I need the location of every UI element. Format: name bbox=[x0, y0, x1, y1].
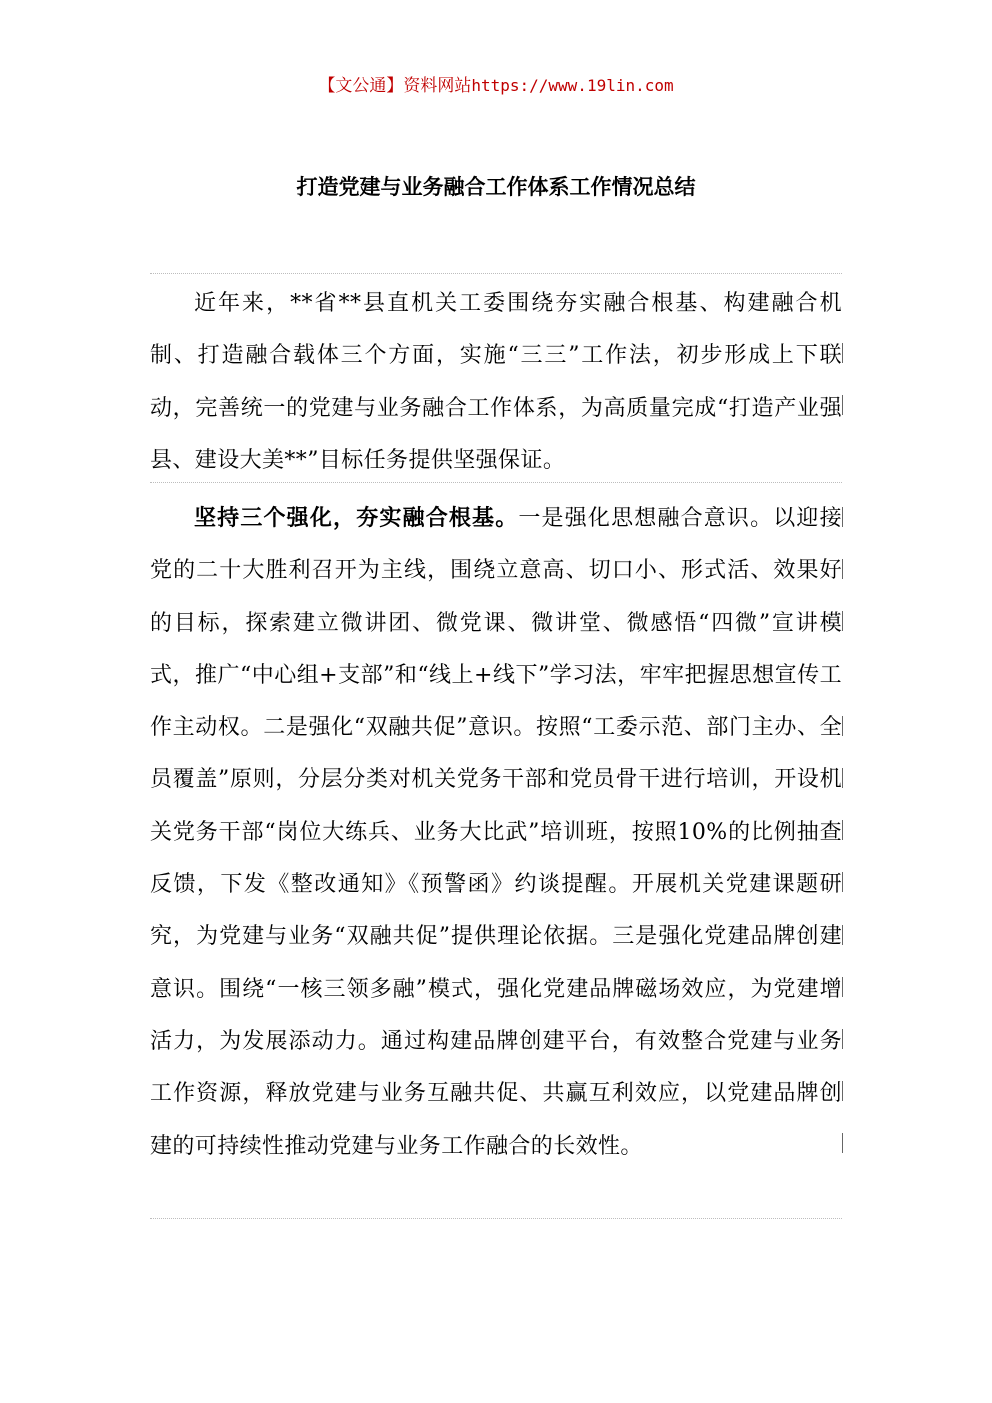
site-brand-text: 【文公通】资料网站 bbox=[318, 76, 472, 96]
site-url-link[interactable]: https://www.19lin.com bbox=[471, 76, 674, 95]
margin-tick bbox=[842, 507, 843, 527]
margin-tick bbox=[842, 395, 843, 415]
paragraph-section-1-text: 一是强化思想融合意识。以迎接党的二十大胜利召开为主线，围绕立意高、切口小、形式活、效果好的目标，探索建立微讲团、微党课、微讲堂、微感悟“四微”宣讲模式，推广“中心组+支部”和“线上+线下”学习法，牢牢把握思想宣传工作主动权。二是强化“双融共促”意识。按照“工委示范、部门主办、全员覆盖”原则，分层分类对机关党务干部和党员骨干进行培训，开设机关党务干部“岗位大练兵、业务大比武”培训班，按照10%的比例抽查反馈，下发《整改通知》《预警函》约谈提醒。开展机关党建课题研究，为党建与业务“双融共促”提供理论依据。三是强化党建品牌创建意识。围绕“一核三领多融”模式，强化党建品牌磁场效应，为党建增活力，为发展添动力。通过构建品牌创建平台，有效整合党建与业务工作资源，释放党建与业务互融共促、共赢互利效应，以党建品牌创建的可持续性推动党建与业务工作融合的长效性。 bbox=[150, 506, 842, 1159]
margin-tick bbox=[842, 1133, 843, 1153]
margin-tick bbox=[842, 820, 843, 840]
margin-tick bbox=[842, 925, 843, 945]
paragraph-intro bbox=[150, 278, 842, 487]
margin-tick bbox=[842, 343, 843, 363]
paragraph-section-1 bbox=[150, 493, 842, 1173]
margin-tick bbox=[842, 977, 843, 997]
margin-tick bbox=[842, 559, 843, 579]
margin-tick bbox=[842, 872, 843, 892]
site-watermark-header bbox=[0, 74, 992, 98]
paragraph-intro-text: 近年来，**省**县直机关工委围绕夯实融合根基、构建融合机制、打造融合载体三个方面，实施“三三”工作法，初步形成上下联动，完善统一的党建与业务融合工作体系，为高质量完成“打造产业强县、建设大美**”目标任务提供坚强保证。 bbox=[150, 291, 842, 473]
divider-bottom bbox=[150, 1218, 842, 1219]
margin-tick bbox=[842, 1029, 843, 1049]
divider-top bbox=[150, 273, 842, 274]
margin-tick bbox=[842, 716, 843, 736]
divider-middle bbox=[150, 482, 842, 483]
margin-tick bbox=[842, 1081, 843, 1101]
margin-tick bbox=[842, 768, 843, 788]
paragraph-section-1-lead: 坚持三个强化，夯实融合根基。 bbox=[194, 506, 519, 531]
document-title: 打造党建与业务融合工作体系工作情况总结 bbox=[296, 175, 696, 199]
margin-tick bbox=[842, 611, 843, 631]
